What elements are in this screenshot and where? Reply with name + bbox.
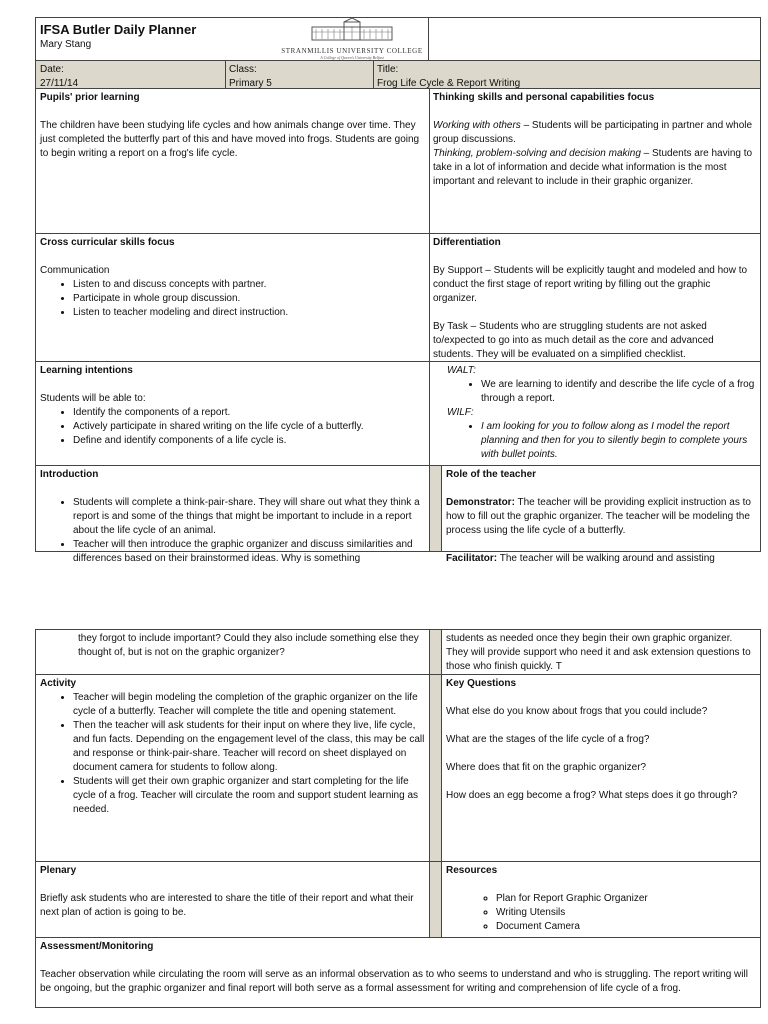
plenary-text: Briefly ask students who are interested to share the title of their report and what their next plan of action is going to be. (40, 893, 414, 918)
college-name: STRANMILLIS UNIVERSITY COLLEGE (281, 47, 423, 55)
list-item: • Teacher will begin modeling the completion of the graphic organizer on the life cycle of a butterfly. Teacher will complete the title and opening statement. (73, 691, 425, 719)
list-item: • Define and identify components of a life cycle is. (73, 434, 425, 448)
title-cell (373, 61, 760, 88)
key-question: What else do you know about frogs that you could include? (446, 706, 708, 717)
column-gap (430, 630, 441, 674)
planner-title: IFSA Butler Daily Planner (40, 22, 197, 37)
planner-page-1 (35, 17, 761, 564)
differentiation-cell (429, 234, 760, 361)
prior-learning-cell (36, 89, 429, 233)
introduction-cell (36, 466, 429, 564)
date-cell (36, 61, 225, 88)
role-of-teacher-cell (442, 466, 760, 564)
college-logo (276, 18, 428, 60)
list-item: • Then the teacher will ask students for their input on where they live, life cycle, and fun facts. Depending on the engagement level of the class, this may be call and response or think-pair-share. Teacher will record on sheet displayed on document camera for students to follow along. (73, 719, 425, 775)
continuation-row (36, 630, 760, 674)
thinking-skills-heading: Thinking skills and personal capabilities focus (433, 92, 655, 103)
learning-intentions-heading: Learning intentions (40, 365, 133, 376)
prior-learning-heading: Pupils' prior learning (40, 92, 140, 103)
cross-curricular-list (40, 278, 425, 320)
prior-learning-row (36, 88, 760, 233)
key-question: What are the stages of the life cycle of a frog? (446, 734, 650, 745)
introduction-row (36, 465, 760, 564)
list-item: • Listen to teacher modeling and direct instruction. (73, 306, 425, 320)
column-gap (430, 675, 441, 861)
activity-list (40, 691, 425, 817)
list-item: • Actively participate in shared writing on the life cycle of a butterfly. (73, 420, 425, 434)
list-item: • Identify the components of a report. (73, 406, 425, 420)
differentiation-para-2: By Task – Students who are struggling students are not asked to/expected to go into as much detail as the core and advanced students. They will be evaluated on a simplified checklist. (433, 321, 714, 360)
resources-cell (442, 862, 760, 937)
list-item: • Students will get their own graphic organizer and start completing for the life cycle of a frog. Teacher will circulate the room and support student learning as needed. (73, 775, 425, 817)
list-item: ◦ Plan for Report Graphic Organizer (496, 892, 756, 906)
column-gap (430, 862, 441, 937)
list-item: • Teacher will then introduce the graphic organizer and discuss similarities and differences based on their brainstormed ideas. Why is something (73, 538, 425, 566)
list-item: • We are learning to identify and describe the life cycle of a frog through a report. (481, 378, 756, 406)
activity-cell (36, 675, 429, 861)
walt-wilf-cell (429, 362, 760, 465)
introduction-heading: Introduction (40, 469, 99, 480)
list-item: ◦ Document Camera (496, 920, 756, 934)
header-row (36, 18, 760, 60)
assessment-cell (36, 938, 760, 1007)
thinking-skills-cell (429, 89, 760, 233)
activity-row (36, 674, 760, 861)
teacher-name: Mary Stang (40, 39, 92, 50)
differentiation-heading: Differentiation (433, 237, 501, 248)
walt-list (447, 378, 756, 406)
prior-learning-text: The children have been studying life cycles and how animals change over time. They just completed the butterfly part of this and have moved into frogs. Students are going to begin writing a report on a frog's life cycle. (40, 120, 420, 159)
title-value: Frog Life Cycle & Report Writing (377, 78, 521, 89)
cross-curricular-row (36, 233, 760, 361)
walt-label: WALT: (447, 365, 476, 376)
key-questions-cell (442, 675, 760, 861)
key-question: Where does that fit on the graphic organizer? (446, 762, 647, 773)
title-label: Title: (377, 64, 399, 75)
cross-curricular-sub: Communication (40, 265, 110, 276)
header-cell (36, 18, 428, 60)
resources-list (446, 892, 756, 934)
learning-intentions-cell (36, 362, 429, 465)
demonstrator-text: Demonstrator: The teacher will be providing explicit instruction as to how to fill out the graphic organizer. The teacher will be modeling the process using the life cycle of a butterfly. (446, 497, 751, 536)
planner-page-2 (35, 629, 761, 1008)
assessment-text: Teacher observation while circulating the room will serve as an informal observation as to who seems to understand and who is struggling. The report writing will be ongoing, but the graphic organizer and final report will both serve as a formal assessment for writing and comprehension of life cycle of a frog. (40, 969, 748, 994)
list-item: • Listen to and discuss concepts with partner. (73, 278, 425, 292)
thinking-para-1: Working with others – Students will be participating in partner and whole group discussions. (433, 120, 753, 145)
learning-intentions-row (36, 361, 760, 465)
learning-intentions-list (40, 406, 425, 448)
facilitator-text: Facilitator: The teacher will be walking around and assisting (446, 553, 715, 564)
resources-heading: Resources (446, 865, 498, 876)
list-item: • Participate in whole group discussion. (73, 292, 425, 306)
column-gap (430, 466, 441, 551)
cross-curricular-cell (36, 234, 429, 361)
plenary-cell (36, 862, 429, 937)
class-cell (225, 61, 373, 88)
key-questions-heading: Key Questions (446, 678, 517, 689)
date-label: Date: (40, 64, 64, 75)
list-item: ◦ Writing Utensils (496, 906, 756, 920)
wilf-label: WILF: (447, 407, 474, 418)
thinking-para-2: Thinking, problem-solving and decision making – Students are having to take in a lot of information and decide what information is the most important and relevant to include in their graphic organizer. (433, 148, 753, 187)
class-label: Class: (229, 64, 257, 75)
activity-heading: Activity (40, 678, 77, 689)
role-of-teacher-continued: students as needed once they begin their own graphic organizer. They will provide support who need it and ask extension questions to those who finish quickly. T (446, 633, 751, 672)
key-question: How does an egg become a frog? What steps does it go through? (446, 790, 738, 801)
college-subtitle: A College of Queen's University Belfast (320, 55, 384, 60)
date-value: 27/11/14 (40, 78, 79, 89)
info-row (36, 60, 760, 88)
introduction-continued: they forgot to include important? Could they also include something else they thought of, but is not on the graphic organizer? (78, 633, 419, 658)
assessment-row (36, 937, 760, 1007)
class-value: Primary 5 (229, 78, 272, 89)
introduction-list (40, 496, 425, 566)
role-of-teacher-heading: Role of the teacher (446, 469, 537, 480)
plenary-row (36, 861, 760, 937)
plenary-heading: Plenary (40, 865, 77, 876)
college-building-icon (302, 18, 402, 42)
list-item: • Students will complete a think-pair-share. They will share out what they think a report is and some of the things that might be important to include in a report about the life cycle of an animal. (73, 496, 425, 538)
cross-curricular-heading: Cross curricular skills focus (40, 237, 175, 248)
wilf-list (447, 420, 756, 462)
learning-intentions-sub: Students will be able to: (40, 393, 146, 404)
assessment-heading: Assessment/Monitoring (40, 941, 154, 952)
differentiation-para-1: By Support – Students will be explicitly taught and modeled and how to conduct the first stage of report writing by filling out the graphic organizer. (433, 265, 748, 304)
list-item: • I am looking for you to follow along as I model the report planning and then for you to silently begin to complete yours with bullet points. (481, 420, 756, 462)
